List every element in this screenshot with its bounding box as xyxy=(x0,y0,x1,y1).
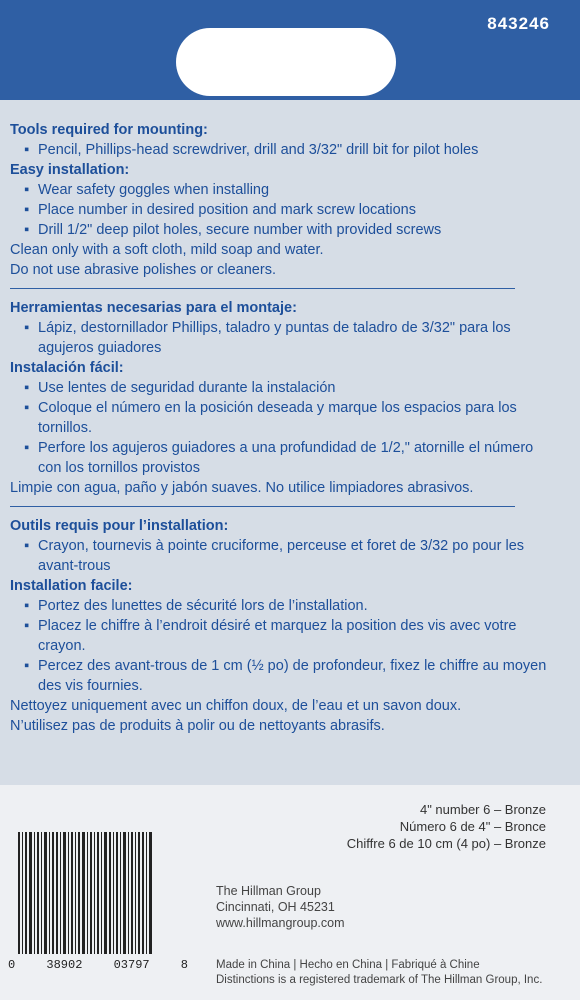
company-name: The Hillman Group xyxy=(216,884,321,898)
company-info xyxy=(216,883,345,931)
origin-line: Made in China | Hecho en China | Fabriqué à Chine xyxy=(216,959,480,971)
es-install-list xyxy=(10,378,560,478)
list-item: ▪ Perfore los agujeros guiadores a una profundidad de 1/2," atornille el número con los tornillos provistos xyxy=(10,438,560,478)
list-item: ▪ Place number in desired position and mark screw locations xyxy=(10,200,560,220)
fr-care-note: Nettoyez uniquement avec un chiffon doux, de l’eau et un savon doux. xyxy=(10,698,462,714)
fr-tools-heading: Outils requis pour l’installation: xyxy=(10,518,229,534)
trademark-line: Distinctions is a registered trademark of The Hillman Group, Inc. xyxy=(216,974,543,986)
fr-care-note: N’utilisez pas de produits à polir ou de nettoyants abrasifs. xyxy=(10,718,385,734)
barcode-digit: 03797 xyxy=(113,958,150,972)
fr-install-list xyxy=(10,596,560,696)
es-install-heading: Instalación fácil: xyxy=(10,360,124,376)
en-install-list xyxy=(10,180,560,240)
es-tools-list xyxy=(10,318,560,358)
list-item: ▪ Crayon, tournevis à pointe cruciforme, perceuse et foret de 3/32 po pour les avant-trous xyxy=(10,536,560,576)
sku-number: 843246 xyxy=(487,14,550,33)
barcode-digits xyxy=(8,958,188,972)
fr-install-heading: Installation facile: xyxy=(10,578,133,594)
product-line-en: 4" number 6 – Bronze xyxy=(419,802,546,817)
section-divider xyxy=(10,506,515,507)
barcode-bars xyxy=(18,832,180,954)
instructions xyxy=(10,120,560,736)
en-tools-list xyxy=(10,140,560,160)
en-tools-heading: Tools required for mounting: xyxy=(10,122,208,138)
company-website: www.hillmangroup.com xyxy=(216,916,345,930)
hang-hole xyxy=(176,28,396,96)
list-item: ▪ Coloque el número en la posición deseada y marque los espacios para los tornillos. xyxy=(10,398,560,438)
list-item: ▪ Portez des lunettes de sécurité lors de l’installation. xyxy=(10,596,560,616)
product-description xyxy=(347,801,546,852)
en-care-note: Do not use abrasive polishes or cleaners. xyxy=(10,262,276,278)
list-item: ▪ Pencil, Phillips-head screwdriver, drill and 3/32" drill bit for pilot holes xyxy=(10,140,560,160)
fr-tools-list xyxy=(10,536,560,576)
list-item: ▪ Placez le chiffre à l’endroit désiré et marquez la position des vis avec votre crayon. xyxy=(10,616,560,656)
list-item: ▪ Drill 1/2" deep pilot holes, secure number with provided screws xyxy=(10,220,560,240)
company-city: Cincinnati, OH 45231 xyxy=(216,900,335,914)
list-item: ▪ Lápiz, destornillador Phillips, taladro y puntas de taladro de 3/32" para los agujeros guiadores xyxy=(10,318,560,358)
en-care-note: Clean only with a soft cloth, mild soap and water. xyxy=(10,242,324,258)
section-divider xyxy=(10,288,515,289)
list-item: ▪ Percez des avant-trous de 1 cm (½ po) de profondeur, fixez le chiffre au moyen des vis fournies. xyxy=(10,656,560,696)
en-install-heading: Easy installation: xyxy=(10,162,130,178)
upc-barcode xyxy=(8,832,188,972)
es-tools-heading: Herramientas necesarias para el montaje: xyxy=(10,300,297,316)
list-item: ▪ Wear safety goggles when installing xyxy=(10,180,560,200)
product-line-fr: Chiffre 6 de 10 cm (4 po) – Bronze xyxy=(346,836,546,851)
legal-info xyxy=(216,958,542,988)
product-line-es: Número 6 de 4" – Bronce xyxy=(399,819,546,834)
list-item: ▪ Use lentes de seguridad durante la instalación xyxy=(10,378,560,398)
barcode-digit: 38902 xyxy=(46,958,83,972)
barcode-digit: 8 xyxy=(180,958,188,972)
barcode-digit: 0 xyxy=(8,958,16,972)
es-care-note: Limpie con agua, paño y jabón suaves. No utilice limpiadores abrasivos. xyxy=(10,480,474,496)
